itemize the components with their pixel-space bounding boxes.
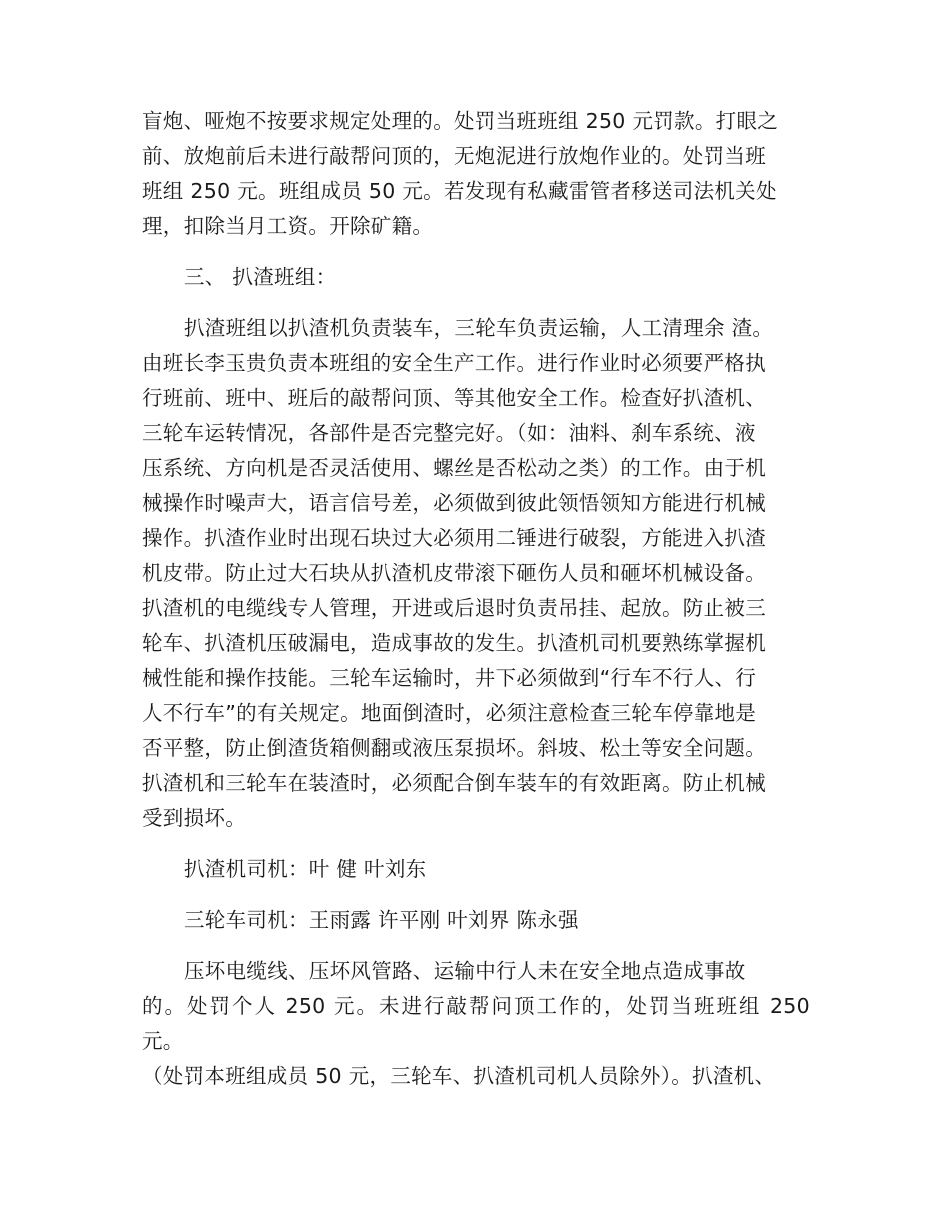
section-heading-mucking-team: 三、 扒渣班组： — [184, 265, 337, 289]
paragraph-mucking-penalties: 压坏电缆线、压坏风管路、运输中行人未在安全地点造成事故 的。处罚个人 250 元。未进行敲帮问顶工作的，处罚当班班组 250 元。 （处罚本班组成员 50 元，三轮车、扒渣机司机人员除外）。扒渣机、 — [142, 959, 810, 1088]
paragraph-tricycle-drivers: 三轮车司机：王雨露 许平刚 叶刘界 陈永强 — [184, 908, 579, 932]
paragraph-blasting-penalties: 盲炮、哑炮不按要求规定处理的。处罚当班班组 250 元罚款。打眼之 前、放炮前后未进行敲帮问顶的，无炮泥进行放炮作业的。处罚当班 班组 250 元。班组成员 50 元。若发现有私藏雷管者移送司法机关处 理，扣除当月工资。开除矿籍。 — [142, 109, 779, 238]
document-body — [142, 104, 810, 1094]
paragraph-mucking-team-duties: 扒渣班组以扒渣机负责装车，三轮车负责运输，人工清理余 渣。 由班长李玉贵负责本班组的安全生产工作。进行作业时必须要严格执 行班前、班中、班后的敲帮问顶、等其他安全工作。检查好扒渣机、 三轮车运转情况，各部件是否完整完好。（如：油料、刹车系统、液 压系统、方向机是否灵活使用、螺丝是否松动之类）的工作。由于机 械操作时噪声大，语言信号差，必须做到彼此领悟领知方能进行机械 操作。扒渣作业时出现石块过大必须用二锤进行破裂，方能进入扒渣 机皮带。防止过大石块从扒渣机皮带滚下砸伤人员和砸坏机械设备。 扒渣机的电缆线专人管理，开进或后退时负责吊挂、起放。防止被三 轮车、扒渣机压破漏电，造成事故的发生。扒渣机司机要熟练掌握机 械性能和操作技能。三轮车运输时，井下必须做到“行车不行人、行 人不行车”的有关规定。地面倒渣时，必须注意检查三轮车停靠地是 否平整，防止倒渣货箱侧翻或液压泵损坏。斜坡、松土等安全问题。 扒渣机和三轮车在装渣时，必须配合倒车装车的有效距离。防止机械 受到损坏。 — [142, 316, 774, 830]
paragraph-mucker-drivers: 扒渣机司机：叶 健 叶刘东 — [184, 857, 427, 881]
